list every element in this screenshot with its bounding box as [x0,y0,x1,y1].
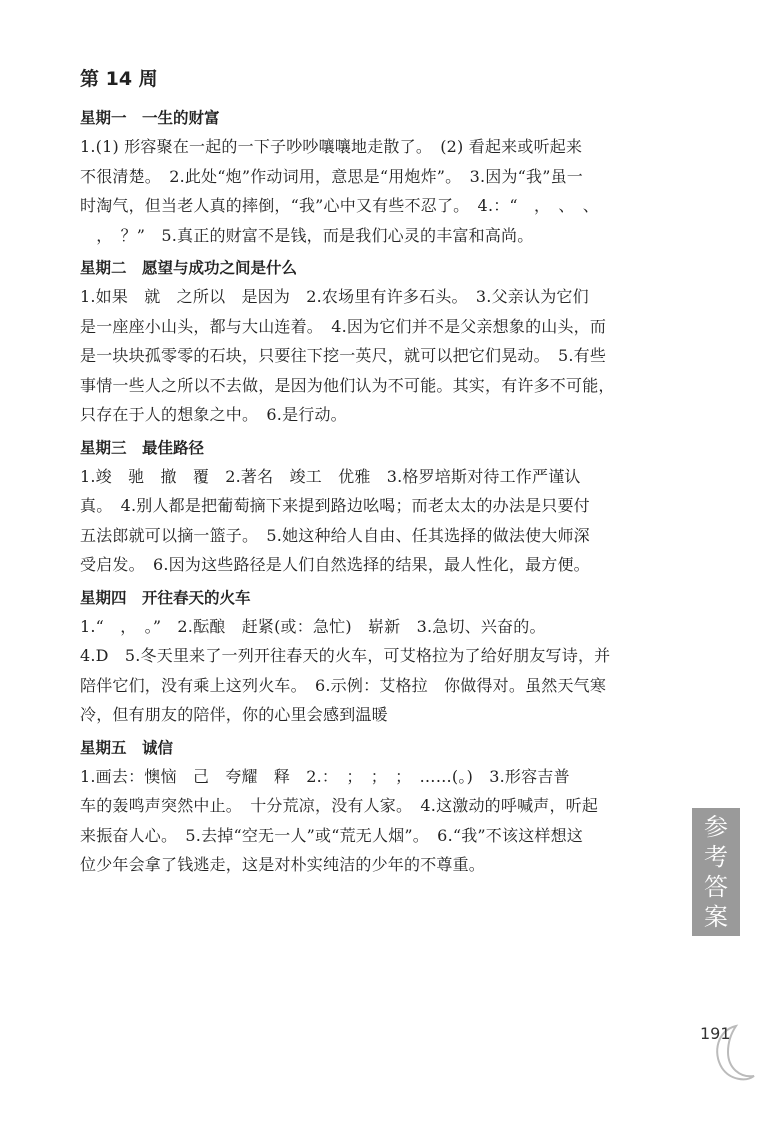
answer-content [80,64,676,884]
text-line: 1.(1) 形容聚在一起的一下子吵吵嚷嚷地走散了。 (2) 看起来或听起来 [80,137,583,156]
tab-char: 考 [704,843,728,871]
text-line: 是一座座小山头，都与大山连着。 4.因为它们并不是父亲想象的山头，而 [80,316,607,336]
text-line: ， ？” 5.真正的财富不是钱，而是我们心灵的丰富和高尚。 [80,225,534,245]
text-line: 不很清楚。 2.此处“炮”作动词用，意思是“用炮炸”。 3.因为“我”虽一 [80,166,584,186]
text-line: 时淘气，但当老人真的摔倒，“我”心中又有些不忍了。 4.：“ ， 、 、 [80,196,600,215]
week-title: 第 14 周 [80,68,158,90]
tab-char: 案 [704,903,728,931]
page-number: 191 [700,1024,731,1043]
tab-char: 参 [704,813,728,841]
text-line: 1.“ ， 。” 2.酝酿 赶紧(或：急忙) 崭新 3.急切、兴奋的。 [80,616,546,636]
section-title: 星期三 最佳路径 [80,438,205,457]
tab-char: 答 [704,873,728,901]
section-thursday [80,584,676,730]
section-tuesday [80,254,676,430]
text-line: 真。 4.别人都是把葡萄摘下来提到路边吆喝；而老太太的办法是只要付 [80,496,590,515]
text-line: 4.D 5.冬天里来了一列开往春天的火车，可艾格拉为了给好朋友写诗，并 [80,646,611,665]
text-line: 位少年会拿了钱逃走，这是对朴实纯洁的少年的不尊重。 [80,855,486,874]
section-wednesday [80,434,676,580]
text-line: 冷，但有朋友的陪伴，你的心里会感到温暖 [80,705,388,724]
section-friday [80,734,676,880]
text-line: 受启发。 6.因为这些路径是人们自然选择的结果，最人性化，最方便。 [80,555,590,574]
text-line: 1.画去：懊恼 己 夸耀 释 2.： ； ； ； ……(。) 3.形容吉普 [80,766,570,786]
text-line: 是一块块孤零零的石块，只要往下挖一英尺，就可以把它们晃动。 5.有些 [80,346,607,365]
section-title: 星期一 一生的财富 [80,109,220,127]
text-line: 事情一些人之所以不去做，是因为他们认为不可能。其实，有许多不可能， [80,375,615,395]
section-title: 星期五 诚信 [80,738,174,757]
text-line: 陪伴它们，没有乘上这列火车。 6.示例：艾格拉 你做得对。虽然天气寒 [80,675,607,695]
text-line: 只存在于人的想象之中。 6.是行动。 [80,405,347,424]
text-line: 五法郎就可以摘一篮子。 5.她这种给人自由、任其选择的做法使大师深 [80,525,590,545]
section-title: 星期二 愿望与成功之间是什么 [80,259,298,277]
section-title: 星期四 开往春天的火车 [80,588,251,607]
text-line: 1.如果 就 之所以 是因为 2.农场里有许多石头。 3.父亲认为它们 [80,287,589,306]
text-line: 来振奋人心。 5.去掉“空无一人”或“荒无人烟”。 6.“我”不该这样想这 [80,825,584,845]
reference-answer-tab [692,808,740,936]
text-line: 1.竣 驰 撤 覆 2.著名 竣工 优雅 3.格罗培斯对待工作严谨认 [80,466,581,486]
text-line: 车的轰鸣声突然中止。 十分荒凉，没有人家。 4.这激动的呼喊声，听起 [80,796,599,815]
section-monday [80,104,676,250]
